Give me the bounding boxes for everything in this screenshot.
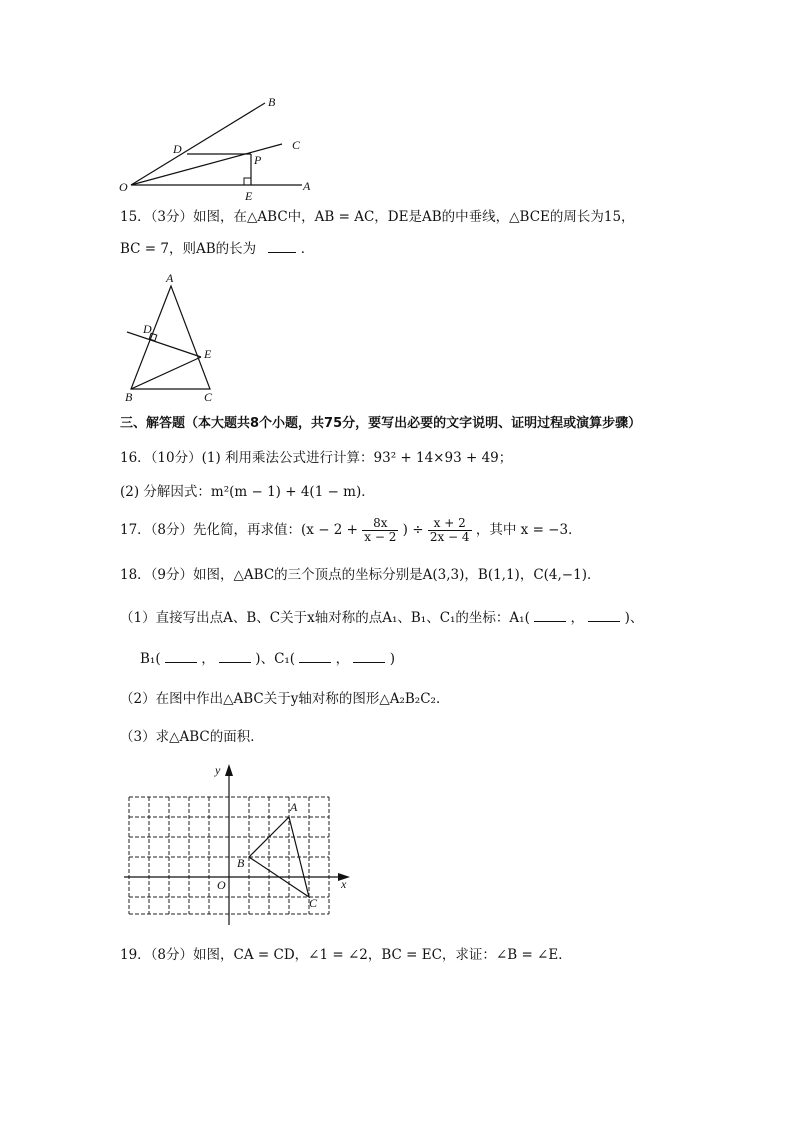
paren-close: )、 [624,610,644,626]
q19-line: 19．（8分）如图，CA = CD，∠1 = ∠2，BC = EC，求证：∠B = ∠E． [120,947,572,963]
q15-line2-text: BC = 7，则AB的长为 [120,241,257,257]
fraction-numerator: 8x [362,517,398,531]
comma: ， [570,610,584,626]
c1-label: )、C₁( [255,651,296,667]
label-E: E [245,189,253,203]
label-E: E [204,347,212,361]
label-B: B [125,390,133,404]
q15-line1: 15．（3分）如图，在△ABC中，AB = AC，DE是AB的中垂线，△BCE的周长为15， [120,209,635,225]
label-D: D [143,322,152,336]
label-B: B [268,95,276,109]
fraction-denominator: x − 2 [364,530,397,544]
section-heading: 三、解答题（本大题共8个小题，共75分，要写出必要的文字说明、证明过程或演算步骤） [120,416,642,431]
label-A: A [166,271,174,285]
fraction-denominator: 2x − 4 [429,530,470,544]
comma: ， [201,651,215,667]
q15-period: ． [300,241,315,257]
fraction-numerator: x + 2 [428,517,472,531]
q17-mid: ) ÷ [402,522,424,538]
q18-line5: （3）求△ABC的面积． [120,729,264,745]
q18-part1-text: （1）直接写出点A、B、C关于x轴对称的点A₁、B₁、C₁的坐标：A₁( [120,610,530,626]
label-C: C [309,896,318,910]
q16-line2: (2) 分解因式：m²(m − 1) + 4(1 − m)． [120,484,375,500]
q17-prefix: 17．（8分）先化简，再求值：(x − 2 + [120,522,358,538]
label-C: C [204,390,213,404]
label-y: y [215,763,221,777]
label-O: O [217,878,226,892]
y-axis-arrow [225,764,233,776]
paren-close: ) [389,651,396,667]
b1-label: B₁( [140,651,161,667]
q16-line1: 16．（10分）(1) 利用乘法公式进行计算：93² + 14×93 + 49； [120,450,513,466]
label-A: A [303,179,311,193]
comma: ， [335,651,350,667]
label-P: P [254,153,262,167]
q18-line4: （2）在图中作出△ABC关于y轴对称的图形△A₂B₂C₂． [120,691,450,707]
label-B: B [237,856,245,870]
label-D: D [173,142,182,156]
label-A: A [290,800,298,814]
label-C: C [292,138,301,152]
q18-line1: 18．（9分）如图，△ABC的三个顶点的坐标分别是A(3,3)，B(1,1)，C(4,−1)． [120,567,601,583]
label-O: O [119,180,128,194]
q17-suffix: ，其中 x = −3． [475,522,582,538]
label-x: x [341,877,347,891]
